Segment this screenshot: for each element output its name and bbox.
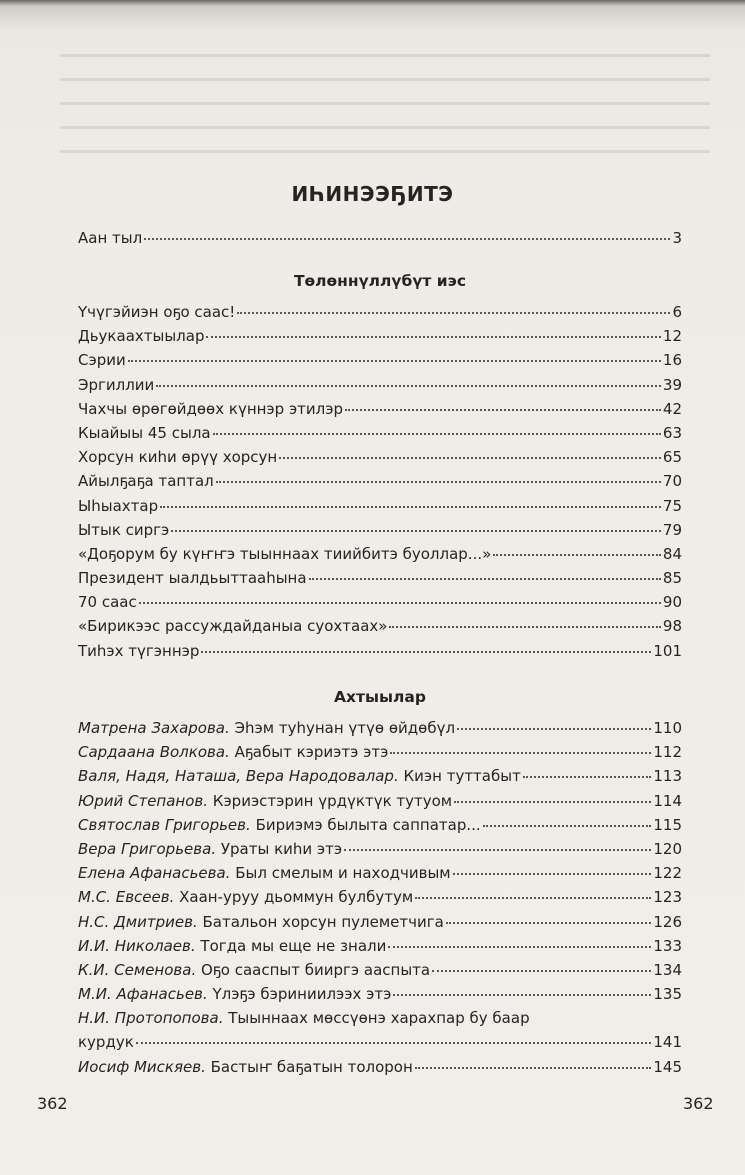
- entry-page: 133: [653, 936, 682, 955]
- entry-title: Тыыннаах мөссүөнэ харахпар бу баар: [228, 1009, 530, 1028]
- entry-author: Елена Афанасьева.: [78, 864, 231, 883]
- entry-page: 84: [662, 544, 682, 563]
- entry-page: 112: [653, 743, 682, 762]
- entry-page: 113: [653, 767, 682, 786]
- dot-leader: [345, 409, 661, 411]
- entry-page: 115: [653, 815, 682, 834]
- toc-entry: [78, 840, 682, 864]
- toc-entry: [78, 400, 682, 424]
- toc-entry: [78, 521, 682, 545]
- entry-page: 126: [653, 912, 682, 931]
- dot-leader: [523, 776, 652, 778]
- toc-entry: [78, 569, 682, 593]
- entry-author: Н.И. Протопопова.: [78, 1009, 224, 1028]
- entry-page: 75: [662, 496, 682, 515]
- entry-author: Валя, Надя, Наташа, Вера Народовалар.: [78, 767, 399, 786]
- toc-entry: [78, 743, 682, 767]
- entry-page: 79: [662, 520, 682, 539]
- toc-entry: [78, 816, 682, 840]
- dot-leader: [453, 873, 652, 875]
- toc-section-2: [78, 688, 682, 1082]
- toc-entry: [78, 327, 682, 351]
- dot-leader: [432, 970, 651, 972]
- dot-leader: [237, 312, 670, 314]
- dot-leader: [457, 728, 651, 730]
- dot-leader: [206, 336, 660, 338]
- entry-title: Батальон хорсун пулеметчига: [202, 912, 444, 931]
- entry-title: Бастыҥ баҕатын толорон: [210, 1057, 413, 1076]
- entry-page: 134: [653, 960, 682, 979]
- toc-entry: [78, 719, 682, 743]
- toc-entry: [78, 617, 682, 641]
- entry-title: Чахчы өрөгөйдөөх күннэр этилэр: [78, 399, 344, 418]
- entry-title: Бириэмэ былыта саппатар...: [255, 815, 481, 834]
- entry-title-cont: курдук: [78, 1033, 134, 1052]
- entry-title: Эһэм туһунан үтүө өйдөбүл: [234, 719, 456, 737]
- entry-page: 123: [653, 888, 682, 907]
- entry-page: 101: [653, 641, 682, 660]
- entry-author: Н.С. Дмитриев.: [78, 912, 198, 931]
- entry-title: Айылҕаҕа таптал: [78, 472, 214, 491]
- entry-title: Үчүгэйиэн оҕо саас!: [78, 303, 236, 321]
- dot-leader: [309, 578, 661, 580]
- entry-page: 39: [662, 375, 682, 394]
- entry-page: 42: [662, 399, 682, 418]
- entry-author: Иосиф Мискяев.: [78, 1057, 206, 1076]
- toc-entry: [78, 888, 682, 912]
- dot-leader: [389, 626, 660, 628]
- dot-leader: [136, 1042, 652, 1044]
- entry-title: Сэрии: [78, 351, 126, 370]
- entry-author: Матрена Захарова.: [78, 719, 230, 737]
- dot-leader: [213, 433, 661, 435]
- dot-leader: [171, 530, 661, 532]
- toc-entry: [78, 376, 682, 400]
- entry-author: М.И. Афанасьев.: [78, 985, 208, 1004]
- toc-intro: [78, 229, 682, 253]
- bleed-through-text: [60, 40, 710, 160]
- toc-entry: [78, 937, 682, 961]
- toc-entry: [78, 351, 682, 375]
- dot-leader: [446, 922, 652, 924]
- entry-title: Кэриэстэрин үрдүктүк тутуом: [212, 791, 453, 810]
- toc-entry: Аан тыл 3: [78, 229, 682, 247]
- entry-title: Тогда мы еще не знали: [200, 936, 387, 955]
- section-heading: Төлөннүллүбүт иэс: [293, 272, 467, 290]
- toc-entry: [78, 864, 682, 888]
- dot-leader: [201, 651, 651, 653]
- page-title: ИҺИНЭЭҔИТЭ: [291, 182, 454, 206]
- entry-title: Кыайыы 45 сыла: [78, 423, 211, 442]
- page-number-left: 362: [37, 1094, 68, 1113]
- dot-leader: [160, 506, 661, 508]
- entry-page: 16: [662, 351, 682, 370]
- entry-title: «Бирикээс рассуждайданыа суохтаах»: [78, 617, 388, 636]
- entry-page: 122: [653, 864, 682, 883]
- entry-title: Хорсун киһи өрүү хорсун: [78, 448, 278, 467]
- entry-title: Был смелым и находчивым: [235, 864, 451, 883]
- entry-title: «Доҕорум бу күҥҥэ тыыннаах тиийбитэ буоллар...»: [78, 544, 492, 563]
- dot-leader: [216, 481, 661, 483]
- entry-title: Президент ыалдьыттааһына: [78, 569, 307, 588]
- dot-leader: [388, 946, 651, 948]
- page-number-right: 362: [683, 1094, 714, 1113]
- entry-title: Ытык сиргэ: [78, 520, 170, 539]
- entry-author: Вера Григорьева.: [78, 839, 217, 858]
- dot-leader: [415, 1067, 652, 1069]
- section-entries: [78, 303, 682, 666]
- entry-title: Дьукаахтыылар: [78, 327, 205, 346]
- toc-entry: [78, 593, 682, 617]
- toc-entry: [78, 961, 682, 985]
- dot-leader: [454, 801, 651, 803]
- entry-title: Үлэҕэ бэриниилээх этэ: [212, 985, 392, 1004]
- entry-title: 70 саас: [78, 593, 137, 612]
- entry-title: Эргиллии: [78, 375, 155, 394]
- entry-page: 70: [662, 472, 682, 491]
- entry-page: 120: [653, 839, 682, 858]
- toc-entry: [78, 545, 682, 569]
- toc-entry: [78, 424, 682, 448]
- toc-entry: [78, 913, 682, 937]
- dot-leader: [139, 602, 661, 604]
- entry-author: М.С. Евсеев.: [78, 888, 175, 907]
- entry-author: Святослав Григорьев.: [78, 815, 251, 834]
- dot-leader: [493, 554, 661, 556]
- toc-entry: [78, 792, 682, 816]
- toc-entry: [78, 448, 682, 472]
- entry-page: 141: [653, 1033, 682, 1052]
- toc-entry: [78, 497, 682, 521]
- toc-section-1: [78, 272, 682, 666]
- toc-entry: [78, 1058, 682, 1082]
- entry-title: Ыһыахтар: [78, 496, 159, 515]
- entry-title: Тиһэх түгэннэр: [78, 641, 200, 660]
- toc-entry: [78, 1033, 682, 1057]
- toc-entry-line1: [78, 1009, 682, 1033]
- entry-author: Юрий Степанов.: [78, 791, 209, 810]
- dot-leader: [483, 825, 652, 827]
- toc-entry: [78, 472, 682, 496]
- entry-page: 6: [672, 303, 682, 321]
- entry-page: 12: [662, 327, 682, 346]
- entry-author: Сардаана Волкова.: [78, 743, 230, 762]
- entry-title: Киэн туттабыт: [403, 767, 521, 786]
- section-entries: [78, 719, 682, 1082]
- dot-leader: [393, 994, 651, 996]
- dot-leader: [156, 385, 661, 387]
- entry-page: 85: [662, 569, 682, 588]
- entry-title: Аҕабыт кэриэтэ этэ: [234, 743, 389, 762]
- entry-title: Ураты киһи этэ: [220, 839, 343, 858]
- entry-page: 98: [662, 617, 682, 636]
- dot-leader: [344, 849, 651, 851]
- dot-leader: [415, 897, 651, 899]
- toc-entry: [78, 985, 682, 1009]
- entry-author: И.И. Николаев.: [78, 936, 196, 955]
- section-heading: Ахтыылар: [334, 688, 426, 706]
- entry-title: Оҕо сааспыт бииргэ ааспыта: [201, 960, 431, 979]
- entry-page: 110: [653, 719, 682, 737]
- toc-entry: [78, 642, 682, 666]
- dot-leader: [279, 457, 661, 459]
- dot-leader: [390, 752, 651, 754]
- entry-page: 65: [662, 448, 682, 467]
- entry-author: К.И. Семенова.: [78, 960, 197, 979]
- entry-page: 135: [653, 985, 682, 1004]
- entry-page: 63: [662, 423, 682, 442]
- dot-leader: [128, 360, 661, 362]
- toc-entry: [78, 303, 682, 327]
- entry-page: 90: [662, 593, 682, 612]
- toc-entry: [78, 767, 682, 791]
- entry-page: 145: [653, 1057, 682, 1076]
- entry-title: Хаан-уруу дьоммун булбутум: [179, 888, 414, 907]
- entry-page: 114: [653, 791, 682, 810]
